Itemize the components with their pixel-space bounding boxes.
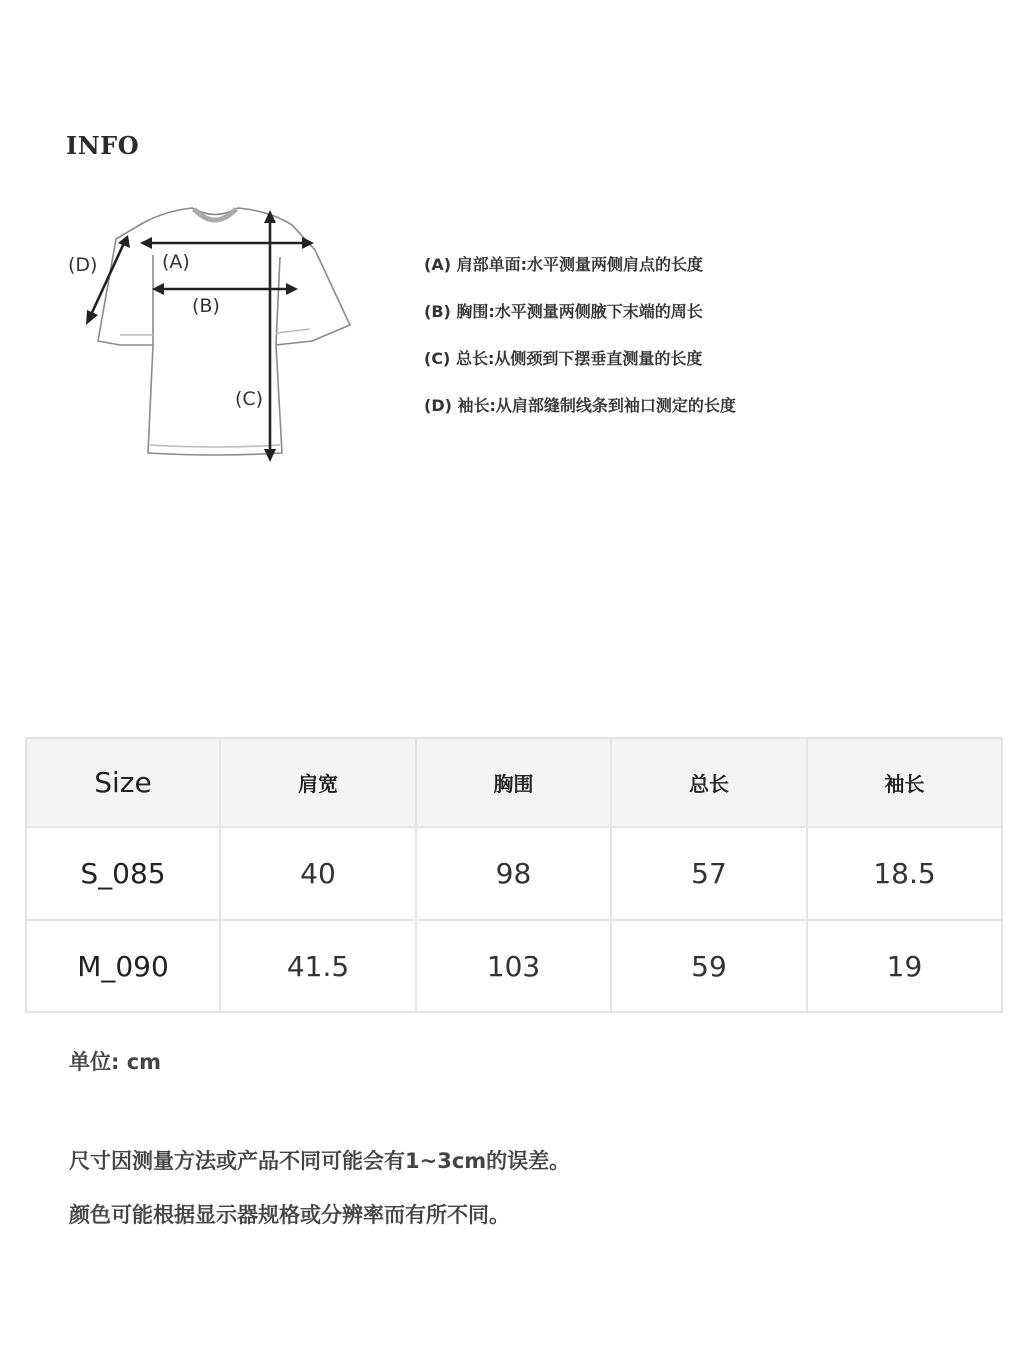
cell-value: 59 (611, 920, 807, 1012)
cell-value: 41.5 (220, 920, 416, 1012)
legend-item-c: (C) 总长:从侧颈到下摆垂直测量的长度 (424, 349, 703, 368)
header-size: Size (26, 738, 220, 827)
measurement-legend (424, 253, 736, 441)
cell-value: 98 (416, 827, 611, 920)
row-size: S_085 (26, 827, 220, 920)
tshirt-measurement-diagram (60, 195, 370, 475)
legend-item-b: (B) 胸围:水平测量两侧腋下末端的周长 (424, 302, 703, 321)
info-title: INFO (66, 131, 140, 160)
unit-label: 单位: cm (69, 1050, 162, 1074)
header-sleeve: 袖长 (807, 738, 1002, 827)
cell-value: 19 (807, 920, 1002, 1012)
row-size: M_090 (26, 920, 220, 1012)
label-a: (A) (162, 251, 190, 273)
label-b: (B) (192, 295, 220, 317)
label-c: (C) (235, 388, 264, 410)
cell-value: 57 (611, 827, 807, 920)
header-length: 总长 (611, 738, 807, 827)
legend-item-a: (A) 肩部单面:水平测量两侧肩点的长度 (424, 255, 703, 274)
note-measurement-error: 尺寸因测量方法或产品不同可能会有1~3cm的误差。 (69, 1149, 571, 1173)
tshirt-outline-icon (60, 195, 370, 475)
table-row (26, 920, 1002, 1012)
table-header-row (26, 738, 1002, 827)
label-d: (D) (68, 254, 98, 276)
header-chest: 胸围 (416, 738, 611, 827)
cell-value: 40 (220, 827, 416, 920)
table-row (26, 827, 1002, 920)
legend-item-d: (D) 袖长:从肩部缝制线条到袖口测定的长度 (424, 396, 736, 415)
note-color-difference: 颜色可能根据显示器规格或分辨率而有所不同。 (69, 1203, 510, 1227)
cell-value: 103 (416, 920, 611, 1012)
header-shoulder: 肩宽 (220, 738, 416, 827)
size-table (25, 737, 1003, 1013)
cell-value: 18.5 (807, 827, 1002, 920)
